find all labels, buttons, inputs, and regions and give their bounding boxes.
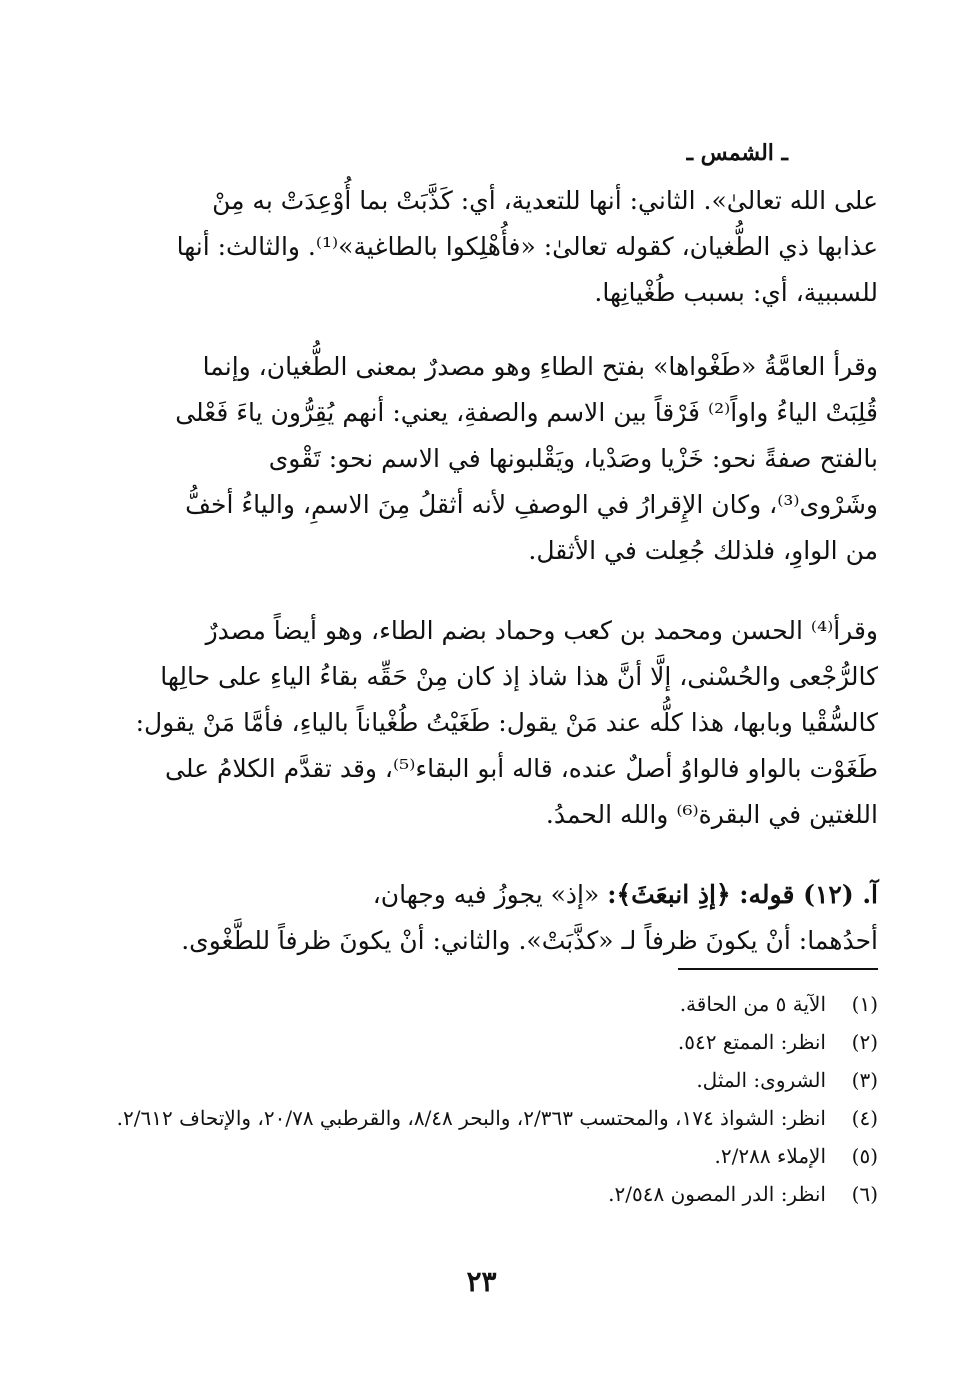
page-number: ٢٣ (466, 1265, 497, 1298)
running-header: ـ الشمس ـ (686, 140, 788, 166)
footnote-number: (٥) (851, 1144, 878, 1168)
verse-heading-rest: «إذ» يجوزُ فيه وجهان، (372, 880, 608, 909)
footnote (85, 985, 878, 1023)
footnote-number: (٢) (851, 1030, 878, 1054)
text-line: عذابها ذي الطُّغيان، كقوله تعالىٰ: «فأُهْلِكوا بالطاغية»⁽¹⁾. والثالث: أنها (176, 232, 878, 261)
text-line: وقرأ⁽⁴⁾ الحسن ومحمد بن كعب وحماد بضم الطاء، وهو أيضاً مصدرٌ (205, 616, 878, 645)
verse-heading: آ. (١٢) قوله: ﴿إذِ انبعَثَ﴾: (607, 880, 878, 909)
footnote-text: انظر: الدر المصون ٢/٥٤٨. (608, 1182, 826, 1206)
text-line: من الواوِ، فلذلك جُعِلت في الأثقل. (528, 536, 878, 565)
footnote (85, 1137, 878, 1175)
footnotes (85, 985, 878, 1213)
text-line: للسببية، أي: بسبب طُغْيانِها. (594, 278, 878, 307)
text-line: اللغتين في البقرة⁽⁶⁾ والله الحمدُ. (545, 800, 878, 829)
text-line: كالرُّجْعى والحُسْنى، إلَّا أنَّ هذا شاذ إذ كان مِنْ حَقِّه بقاءُ الياءِ على حالِها (160, 662, 878, 691)
text-line: بالفتح صفةً نحو: خَزْيا وصَدْيا، ويَقْلبونها في الاسم نحو: تَقْوى (268, 444, 878, 473)
footnote-text: انظر: الممتع ٥٤٢. (677, 1030, 826, 1054)
text-line: أحدُهما: أنْ يكونَ ظرفاً لـ «كذَّبَتْ». والثاني: أنْ يكونَ ظرفاً للطَّغْوى. (181, 926, 878, 955)
main-text (85, 178, 878, 998)
paragraph-4 (85, 872, 878, 964)
footnote-separator (678, 968, 878, 970)
footnote (85, 1175, 878, 1213)
text-line: طَغَوْت بالواو فالواوُ أصلٌ عنده، قاله أبو البقاء⁽⁵⁾، وقد تقدَّم الكلامُ على (165, 754, 878, 783)
footnote-text: الشروى: المثل. (696, 1068, 826, 1092)
footnote (85, 1061, 878, 1099)
paragraph-1 (85, 178, 878, 316)
footnote-text: الإملاء ٢/٢٨٨. (714, 1144, 826, 1168)
footnote (85, 1099, 878, 1137)
footnote-number: (٣) (851, 1068, 878, 1092)
text-line: على الله تعالىٰ». الثاني: أنها للتعدية، أي: كَذَّبَتْ بما أُوْعِدَتْ به مِنْ (212, 186, 878, 215)
footnote-number: (١) (851, 992, 878, 1016)
text-line: وقرأ العامَّةُ «طَغْواها» بفتح الطاءِ وهو مصدرٌ بمعنى الطُّغيان، وإنما (202, 352, 878, 381)
footnote-number: (٤) (851, 1106, 878, 1130)
paragraph-3 (85, 608, 878, 838)
paragraph-2 (85, 344, 878, 574)
text-line (85, 872, 878, 918)
footnote-text: الآية ٥ من الحاقة. (679, 992, 826, 1016)
footnote-number: (٦) (851, 1182, 878, 1206)
text-line: كالسُّقْيا وبابها، هذا كلُّه عند مَنْ يقول: طَغَيْتُ طُغْياناً بالياءِ، فأمَّا مَنْ يقول: (135, 708, 878, 737)
text-line: قُلِبَتْ الياءُ واواً⁽²⁾ فَرْقاً بين الاسم والصفةِ، يعني: أنهم يُقِرُّون ياءَ فَعْلى (175, 398, 878, 427)
footnote (85, 1023, 878, 1061)
text-line: وشَرْوى⁽³⁾، وكان الإِقرارُ في الوصفِ لأنه أثقلُ مِنَ الاسمِ، والياءُ أخفُّ (185, 490, 878, 519)
footnote-text: انظر: الشواذ ١٧٤، والمحتسب ٢/٣٦٣، والبحر ٨/٤٨، والقرطبي ٢٠/٧٨، والإتحاف ٢/٦١٢. (116, 1106, 826, 1130)
